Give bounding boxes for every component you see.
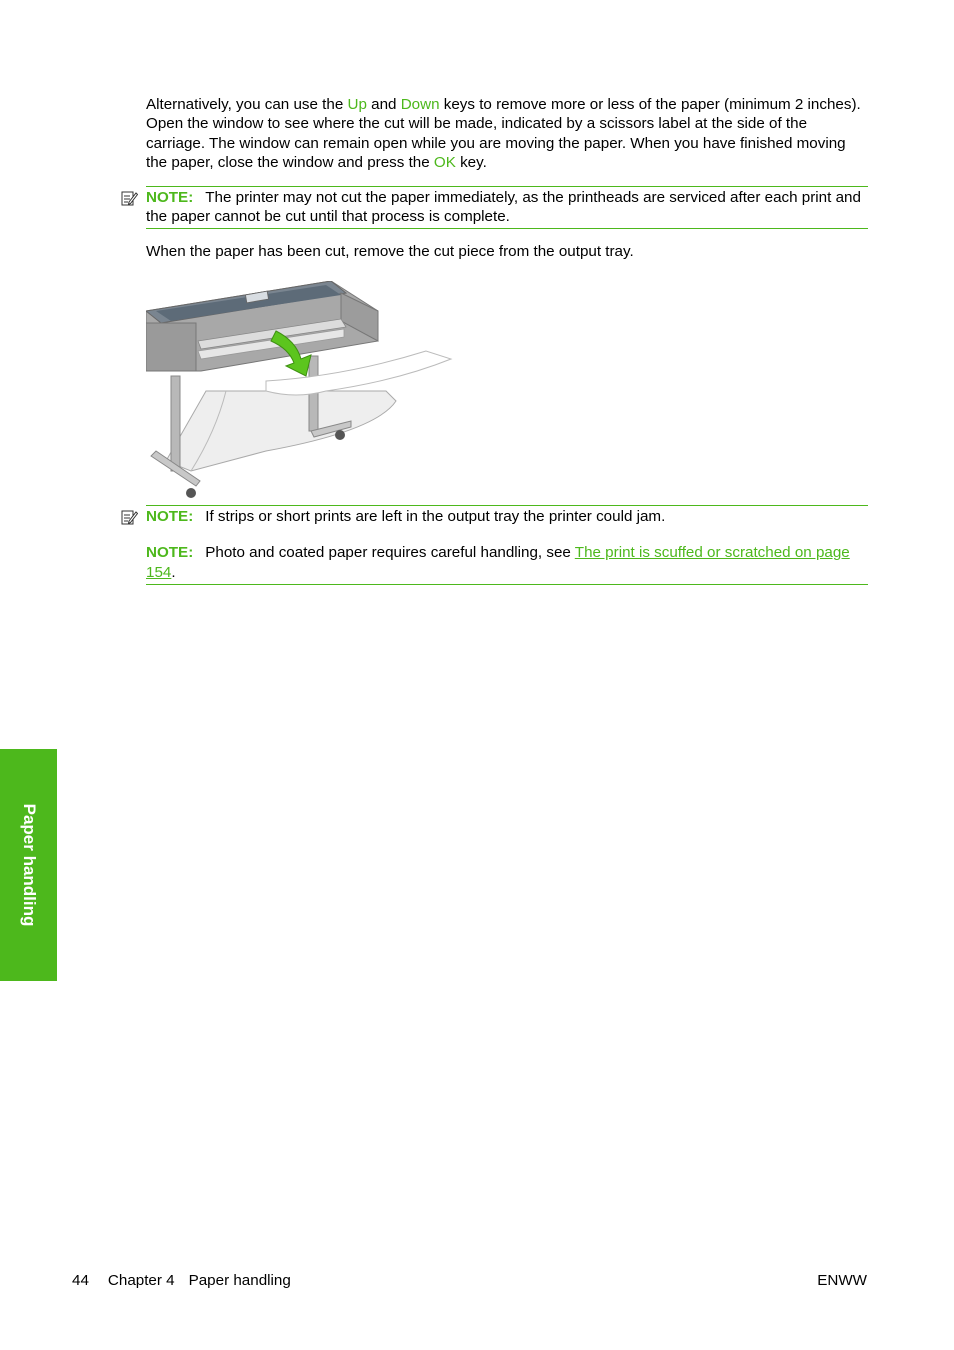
footer-right: ENWW (817, 1272, 867, 1289)
note-icon (120, 508, 138, 526)
note-text: The printer may not cut the paper immediately, as the printheads are serviced after each print and the paper cannot be cut until that process is complete. (146, 188, 861, 226)
footer-left (72, 1272, 291, 1289)
printer-illustration (146, 281, 456, 501)
down-key-label: Down (400, 96, 440, 113)
note-photo-paper: NOTE: Photo and coated paper requires careful handling, see The print is scuffed or scratched on page 154. (146, 543, 868, 585)
note-text: If strips or short prints are left in the output tray the printer could jam. (205, 507, 666, 525)
ok-key-label: OK (433, 154, 456, 172)
scuffed-scratched-link[interactable]: The print is scuffed or scratched on page 154 (146, 544, 850, 581)
side-tab-label: Paper handling (19, 803, 39, 927)
note-strips-jam (146, 505, 868, 585)
paragraph-alternatively: Alternatively, you can use the Up and Down keys to remove more or less of the paper (minimum 2 inches). Open the window to see where the cut will be made, indicated by a scissors label at the side of the carriage. The window can remain open while you are moving the paper. When you have finished moving the paper, close the window and press the OK key. (146, 96, 861, 172)
note-label: NOTE: (146, 188, 194, 206)
note-cut-delay (146, 186, 868, 230)
side-tab-paper-handling (0, 749, 57, 981)
up-key-label: Up (347, 96, 367, 113)
note-icon (120, 189, 138, 207)
note-label: NOTE: (146, 544, 194, 562)
page-content (146, 95, 868, 585)
paragraph-remove-cut-piece: When the paper has been cut, remove the cut piece from the output tray. (146, 243, 634, 261)
printer-cut-paper-image (146, 281, 456, 501)
footer-page-number: 44 (72, 1272, 89, 1289)
footer-section: Paper handling (188, 1272, 291, 1289)
note-label: NOTE: (146, 507, 194, 525)
footer-chapter: Chapter 4 (107, 1272, 175, 1289)
